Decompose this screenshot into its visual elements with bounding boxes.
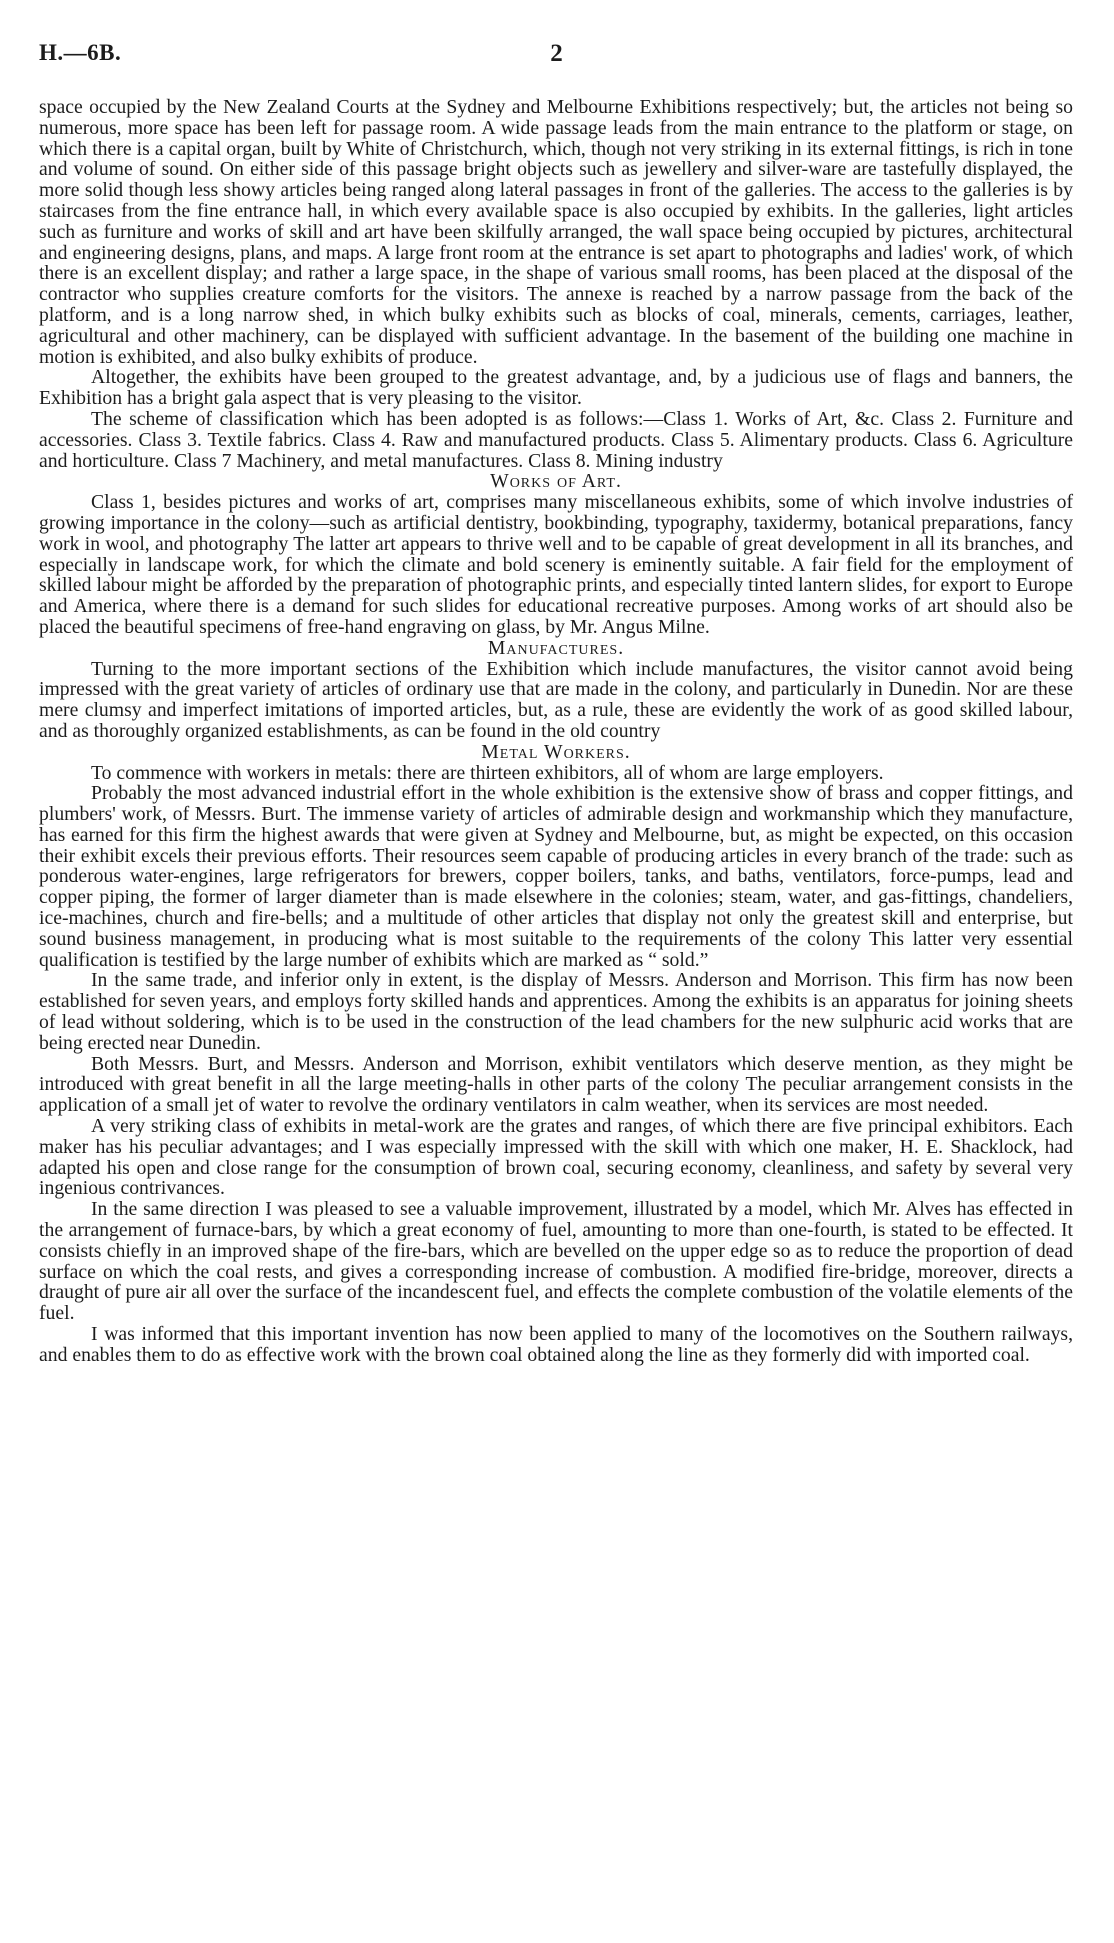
paragraph: In the same trade, and inferior only in extent, is the display of Messrs. Anderson and Morrison. This firm has now been established for seven years, and employs forty skilled hands and apprentices. Among the exhibits is an apparatus for joining sheets of lead without soldering, which is to be used in the construction of the lead chambers for the new sulphuric acid works that are being erected near Dunedin. [39, 969, 1073, 1054]
paragraph: Altogether, the exhibits have been grouped to the greatest advantage, and, by a judicious use of flags and banners, the Exhibition has a bright gala aspect that is very pleasing to the visitor. [39, 366, 1073, 410]
paragraph: Turning to the more important sections of the Exhibition which include manufactures, the visitor cannot avoid being impressed with the great variety of articles of ordinary use that are made in the colony, and particularly in Dunedin. Nor are these mere clumsy and imperfect imitations of imported articles, but, as a rule, these are evidently the work of as good skilled labour, and as thoroughly organized establishments, as can be found in the old country [39, 657, 1073, 742]
section-heading-works-of-art: Works of Art. [490, 470, 622, 493]
page-header [39, 40, 1074, 74]
paragraph: A very striking class of exhibits in metal-work are the grates and ranges, of which there are five principal exhibitors. Each maker has his peculiar advantages; and I was especially impressed with the skill with which one maker, H. E. Shacklock, had adapted his open and close range for the consumption of brown coal, securing economy, cleanliness, and safety by several very ingenious contrivances. [39, 1115, 1073, 1200]
paragraph-continued: space occupied by the New Zealand Courts at the Sydney and Melbourne Exhibitions respectively; but, the articles not being so numerous, more space has been left for passage room. A wide passage leads from the main entrance to the platform or stage, on which there is a capital organ, built by White of Christchurch, which, though not very striking in its external fittings, is rich in tone and volume of sound. On either side of this passage bright objects such as jewellery and silver-ware are tastefully displayed, the more solid though less showy articles being ranged along lateral passages in front of the galleries. The access to the galleries is by staircases from the fine entrance hall, in which every available space is also occupied by exhibits. In the galleries, light articles such as furniture and works of skill and art have been skilfully arranged, the wall space being occupied by pictures, architectural and engineering designs, plans, and maps. A large front room at the entrance is set apart to photographs and ladies' work, of which there is an excellent display; and rather a large space, in the shape of various small rooms, has been placed at the disposal of the contractor who supplies creature comforts for the visitors. The annexe is reached by a narrow passage from the back of the platform, and is a long narrow shed, in which bulky exhibits such as blocks of coal, minerals, cements, carriages, leather, agricultural and other machinery, can be displayed with sufficient advantage. In the basement of the building one machine in motion is exhibited, and also bulky exhibits of produce. [39, 96, 1073, 368]
paragraph: Both Messrs. Burt, and Messrs. Anderson and Morrison, exhibit ventilators which deserve mention, as they might be introduced with great benefit in all the large meeting-halls in other parts of the colony The peculiar arrangement consists in the application of a small jet of water to revolve the ordinary ventilators in calm weather, when its services are most needed. [39, 1052, 1073, 1117]
paragraph: I was informed that this important invention has now been applied to many of the locomotives on the Southern railways, and enables them to do as effective work with the brown coal obtained along the line as they formerly did with imported coal. [39, 1323, 1073, 1366]
paragraph: Class 1, besides pictures and works of art, comprises many miscellaneous exhibits, some of which involve industries of growing importance in the colony—such as artificial dentistry, bookbinding, typography, taxidermy, botanical preparations, fancy work in wool, and photography The latter art appears to thrive well and to be capable of great development in all its branches, and especially in landscape work, for which the climate and bold scenery is eminently suitable. A fair field for the employment of skilled labour might be afforded by the preparation of photographic prints, and especially tinted lantern slides, for export to Europe and America, where there is a demand for such slides for educational recreative purposes. Among works of art should also be placed the beautiful specimens of free-hand engraving on glass, by Mr. Angus Milne. [39, 491, 1073, 638]
document-reference: H.—6B. [39, 40, 122, 65]
paragraph: In the same direction I was pleased to see a valuable improvement, illustrated by a model, which Mr. Alves has effected in the arrangement of furnace-bars, by which a great economy of fuel, amounting to more than one-fourth, is stated to be effected. It consists chiefly in an improved shape of the fire-bars, which are bevelled on the upper edge so as to reduce the proportion of dead surface on which the coal rests, and gives a corresponding increase of combustion. A modified fire-bridge, moreover, directs a draught of pure air all over the surface of the incandescent fuel, and effects the complete combustion of the volatile elements of the fuel. [39, 1198, 1073, 1325]
paragraph: The scheme of classification which has been adopted is as follows:—Class 1. Works of Art, &c. Class 2. Furniture and accessories. Class 3. Textile fabrics. Class 4. Raw and manufactured products. Class 5. Alimentary products. Class 6. Agriculture and horticulture. Class 7 Machinery, and metal manufactures. Class 8. Mining industry [39, 407, 1073, 472]
document-body [39, 97, 1073, 1366]
page-number: 2 [550, 40, 563, 67]
section-heading-metal-workers: Metal Workers. [481, 740, 631, 763]
paragraph: Probably the most advanced industrial effort in the whole exhibition is the extensive show of brass and copper fittings, and plumbers' work, of Messrs. Burt. The immense variety of articles of admirable design and workmanship which they manufacture, has earned for this firm the highest awards that were given at Sydney and Melbourne, but, as might be expected, on this occasion their exhibit excels their previous efforts. Their resources seem capable of producing articles in every branch of the trade: such as ponderous water-engines, large refrigerators for brewers, copper boilers, tanks, and baths, ventilators, force-pumps, lead and copper piping, the former of larger diameter than is made elsewhere in the colonies; steam, water, and gas-fittings, chandeliers, ice-machines, church and fire-bells; and a multitude of other articles that display not only the greatest skill and enterprise, but sound business management, in producing what is most suitable to the requirements of the colony This latter very essential qualification is testified by the large number of exhibits which are marked as “ sold.” [39, 782, 1073, 971]
paragraph: To commence with workers in metals: there are thirteen exhibitors, all of whom are large employers. [91, 761, 884, 784]
section-heading-manufactures: Manufactures. [487, 636, 625, 659]
